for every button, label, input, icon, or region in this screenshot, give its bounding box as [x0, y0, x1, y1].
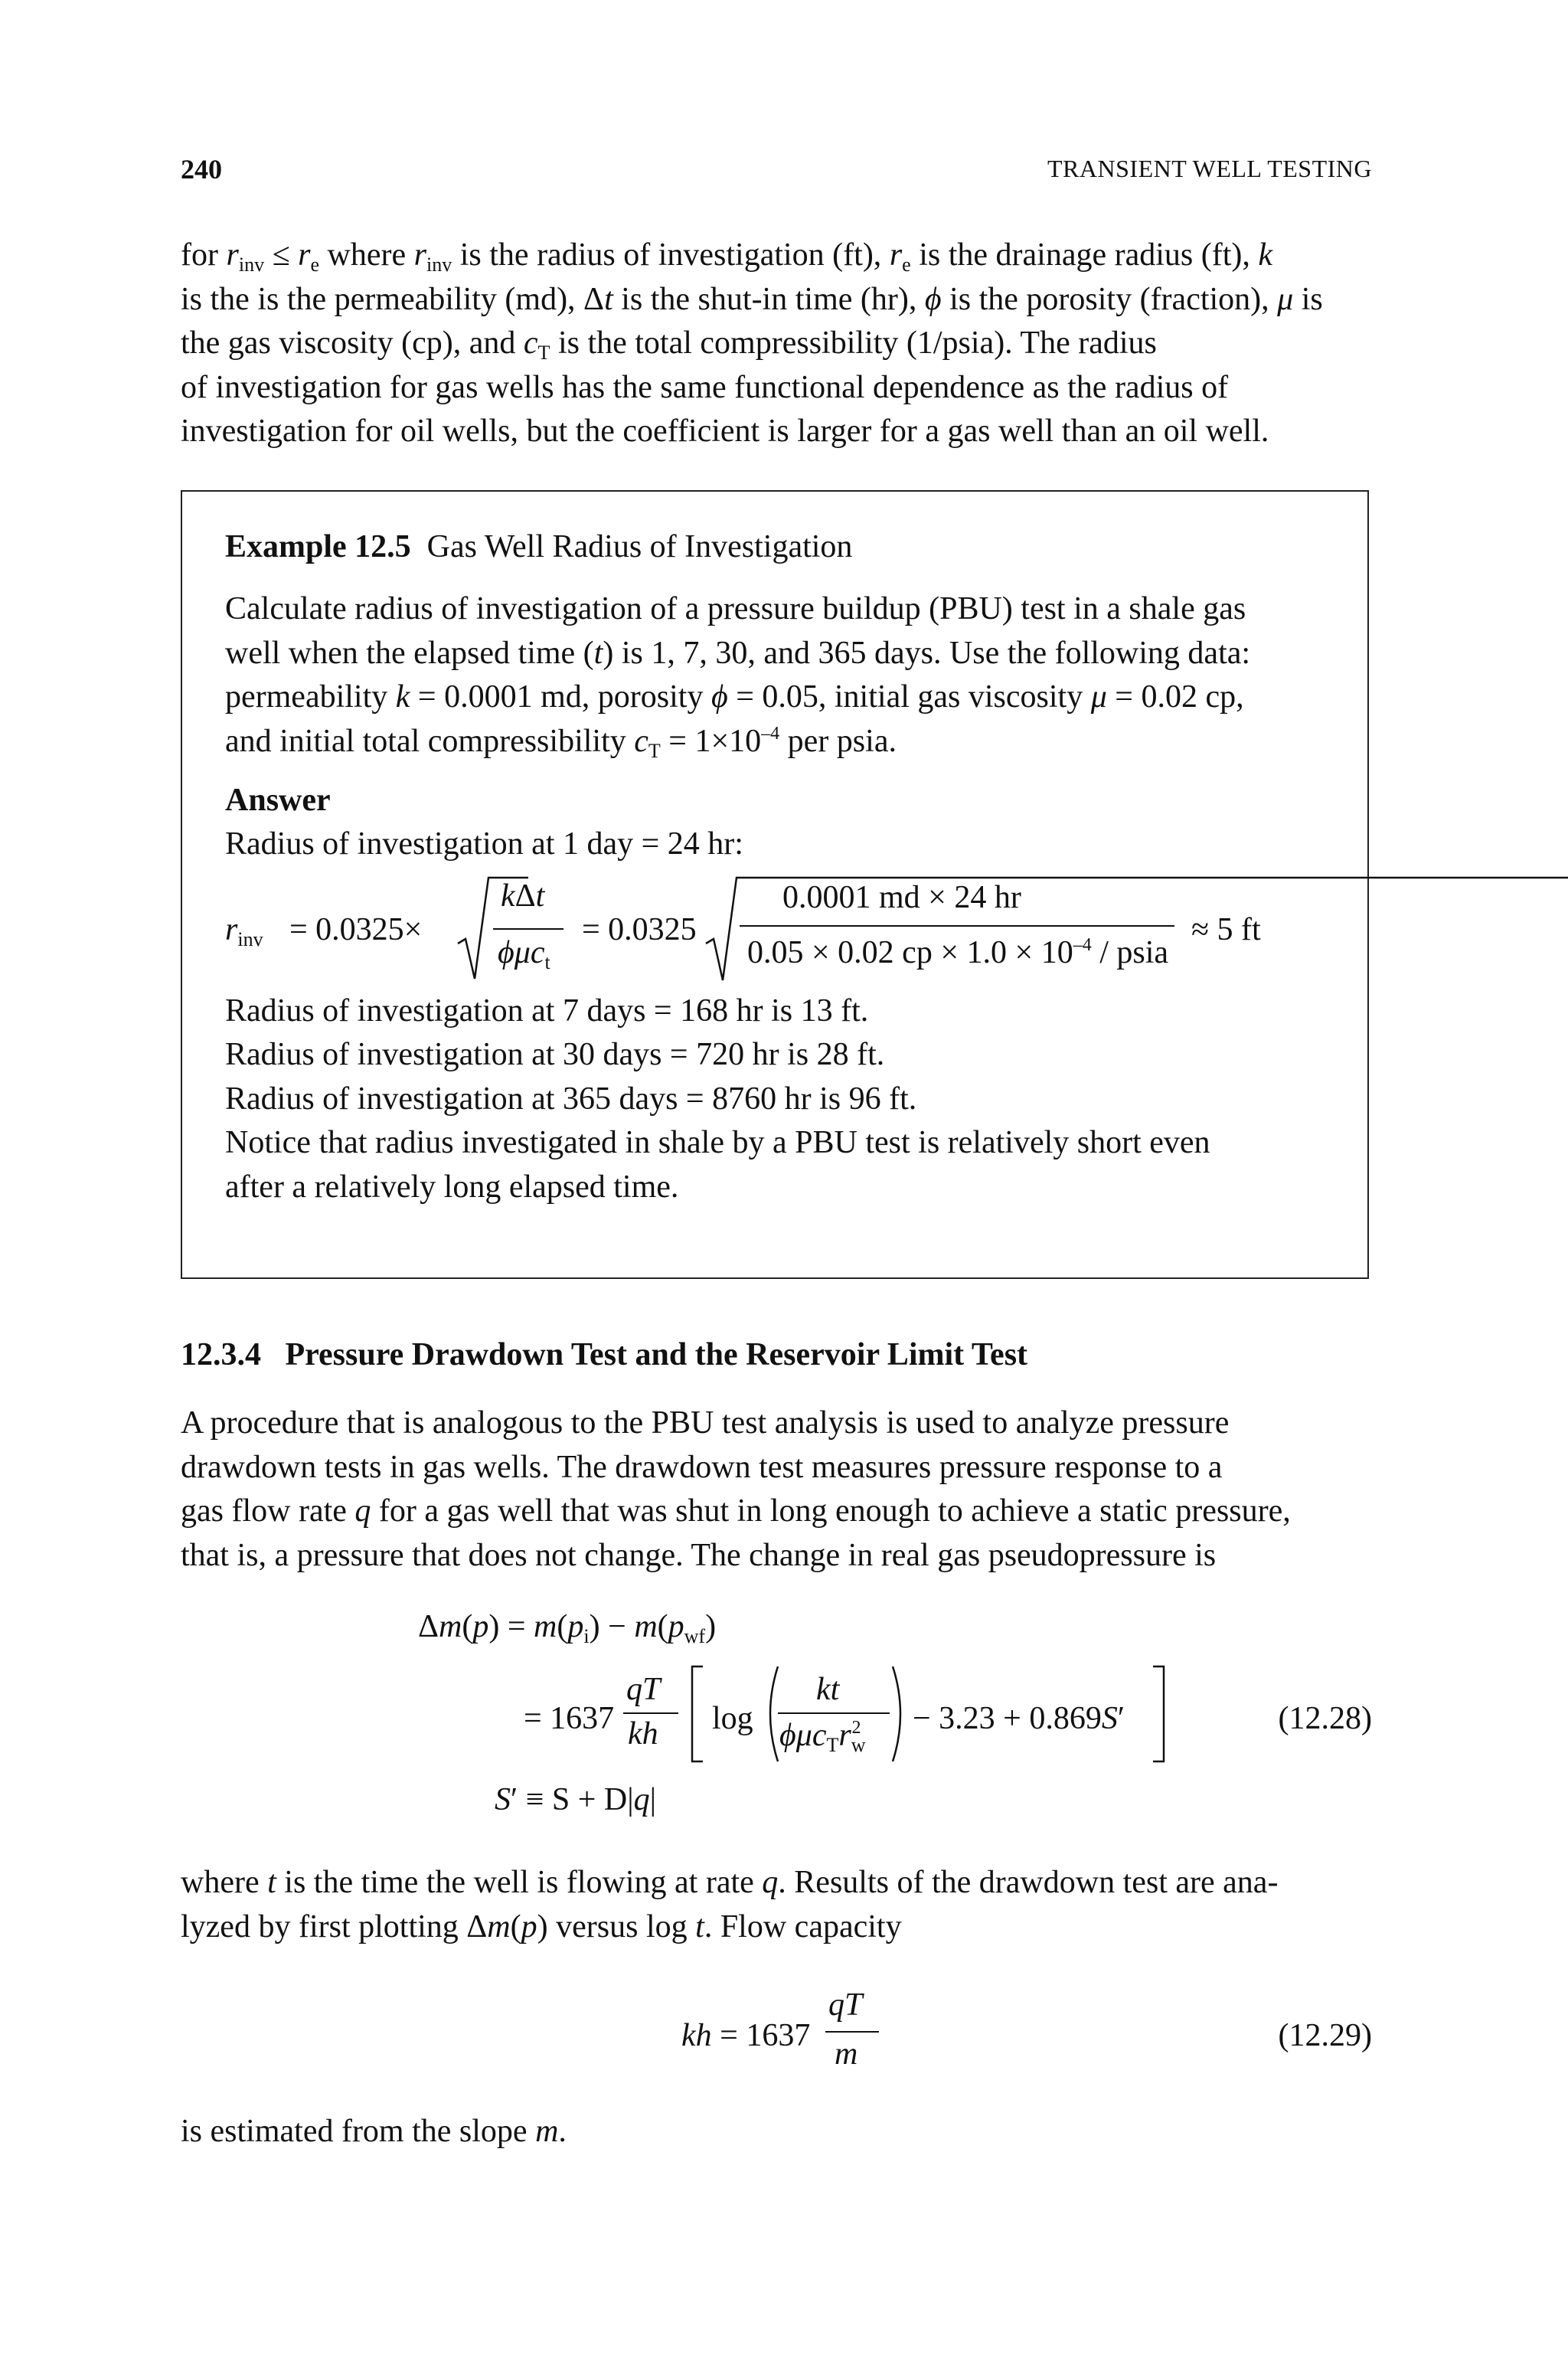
left-paren	[763, 1665, 781, 1765]
equation-number: (12.28)	[1278, 1701, 1372, 1736]
paragraph-radius-definition	[181, 234, 1372, 454]
example-title: Example 12.5 Gas Well Radius of Investigation	[225, 529, 853, 564]
text-line: is the is the permeability (md), Δt is the shut-in time (hr), ϕ is the porosity (fraction), μ is	[181, 281, 1323, 317]
equation-12-29: kh = 1637 qT m (12.29)	[681, 1987, 1372, 2072]
equation-12-28: $\Delta m(p) = m(p_i) - m(p_{wf})$ = 1637 qT kh log kt $\phi\mu c_Tr_w^2$ − 3.23 + 0.869S′ (12.28) S′ ≡ S + D|q|	[418, 1609, 1372, 1817]
right-paren	[890, 1665, 908, 1765]
section-heading: 12.3.4 Pressure Drawdown Test and the Reservoir Limit Test	[181, 1337, 1028, 1372]
equation-number: (12.29)	[1278, 2018, 1372, 2053]
answer-intro: Radius of investigation at 1 day = 24 hr:	[225, 826, 743, 862]
text-line: for $r_{inv} \le r_e$ where $r_{inv}$ is the radius of investigation (ft), $r_e$ is the drainage radius (ft), k	[181, 237, 1273, 276]
sqrt-sign	[706, 875, 760, 989]
page-number: 240	[181, 154, 222, 185]
text-line: the gas viscosity (cp), and $c_T$ is the total compressibility (1/psia). The radius	[181, 325, 1157, 364]
answer-results: Radius of investigation at 7 days = 168 hr is 13 ft. Radius of investigation at 30 days = 720 hr is 28 ft. Radius of investigation at 365 days = 8760 hr is 96 ft. Notice that radius investigated in shale by a PBU test is relatively short even after a relatively long elapsed time.	[225, 993, 1210, 1205]
text-line: of investigation for gas wells has the same functional dependence as the radius of	[181, 369, 1229, 405]
right-bracket	[1152, 1665, 1167, 1765]
running-title: TRANSIENT WELL TESTING	[1047, 155, 1372, 182]
example-problem: Calculate radius of investigation of a pressure buildup (PBU) test in a shale gas well when the elapsed time (t) is 1, 7, 30, and 365 days. Use the following data: permeability k = 0.0001 md, porosity ϕ = 0.05, initial gas viscosity μ = 0.02 cp, and initial total compressibility $c_T = 1\times 10^{-4}$ per psia.	[225, 591, 1251, 762]
left-bracket	[689, 1665, 704, 1765]
text-line: investigation for oil wells, but the coefficient is larger for a gas well than an oil well.	[181, 414, 1269, 449]
example-box	[181, 490, 1369, 1279]
answer-label: Answer	[225, 783, 331, 818]
page	[181, 0, 1372, 2368]
paragraph-slope: is estimated from the slope m.	[181, 2114, 567, 2149]
running-header	[181, 153, 1372, 191]
paragraph-drawdown: A procedure that is analogous to the PBU test analysis is used to analyze pressure drawdown tests in gas wells. The drawdown test measures pressure response to a gas flow rate q for a gas well that was shut in long enough to achieve a static pressure, that is, a pressure that does not change. The change in real gas pseudopressure is	[181, 1405, 1291, 1573]
paragraph-drawdown-analysis: where t is the time the well is flowing at rate q. Results of the drawdown test are ana- lyzed by first plotting Δm(p) versus log t. Flow capacity	[181, 1865, 1279, 1944]
equation-radius-investigation: $r_{inv}$ = 0.0325× kΔt ϕμc$_t$ = 0.0325 0.0001 md × 24 hr 0.05 × 0.02 cp × $1.0 \times 10^{-4}$ / psia ≈ 5 ft	[225, 875, 1328, 989]
